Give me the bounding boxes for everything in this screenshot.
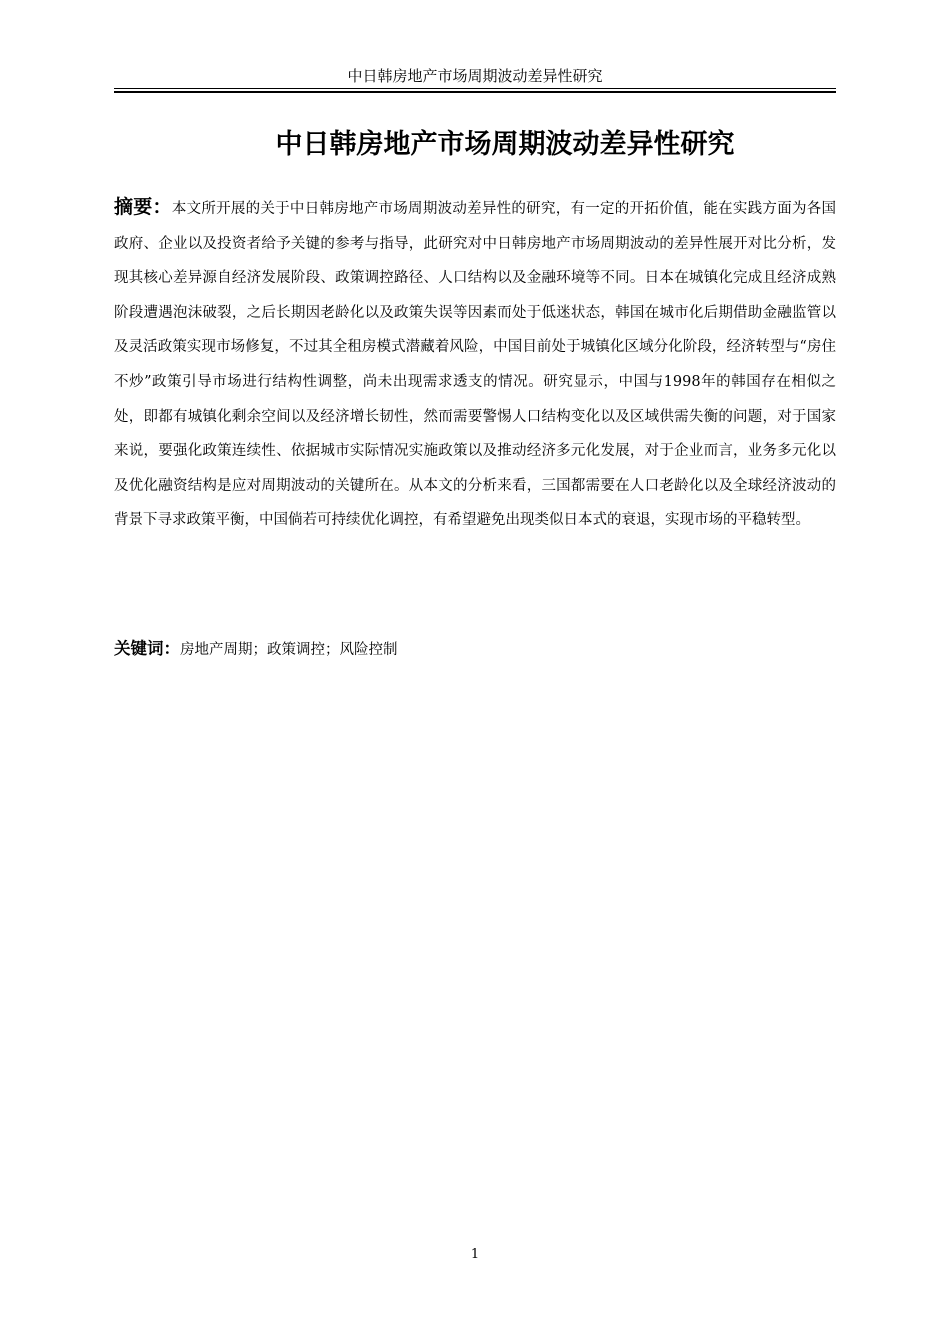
document-title: 中日韩房地产市场周期波动差异性研究: [275, 129, 735, 160]
keywords-text: 房地产周期；政策调控；风险控制: [180, 642, 398, 658]
keywords-line: [114, 634, 836, 665]
running-header: 中日韩房地产市场周期波动差异性研究: [347, 67, 603, 85]
keywords-label: 关键词：: [114, 639, 180, 658]
header-rule-thin: [114, 88, 836, 89]
abstract-text: 本文所开展的关于中日韩房地产市场周期波动差异性的研究，有一定的开拓价值，能在实践方面为各国政府、企业以及投资者给予关键的参考与指导，此研究对中日韩房地产市场周期波动的差异性展开对比分析，发现其核心差异源自经济发展阶段、政策调控路径、人口结构以及金融环境等不同。日本在城镇化完成且经济成熟阶段遭遇泡沫破裂，之后长期因老龄化以及政策失误等因素而处于低迷状态，韩国在城市化后期借助金融监管以及灵活政策实现市场修复，不过其全租房模式潜藏着风险，中国目前处于城镇化区域分化阶段，经济转型与“房住不炒”政策引导市场进行结构性调整，尚未出现需求透支的情况。研究显示，中国与1998年的韩国存在相似之处，即都有城镇化剩余空间以及经济增长韧性，然而需要警惕人口结构变化以及区域供需失衡的问题，对于国家来说，要强化政策连续性、依据城市实际情况实施政策以及推动经济多元化发展，对于企业而言，业务多元化以及优化融资结构是应对周期波动的关键所在。从本文的分析来看，三国都需要在人口老龄化以及全球经济波动的背景下寻求政策平衡，中国倘若可持续优化调控，有希望避免出现类似日本式的衰退，实现市场的平稳转型。: [114, 201, 836, 529]
header-rule-thick: [114, 91, 836, 93]
page-number: 1: [470, 1247, 480, 1262]
abstract-paragraph: [114, 190, 836, 538]
abstract-label: 摘要：: [114, 196, 172, 218]
